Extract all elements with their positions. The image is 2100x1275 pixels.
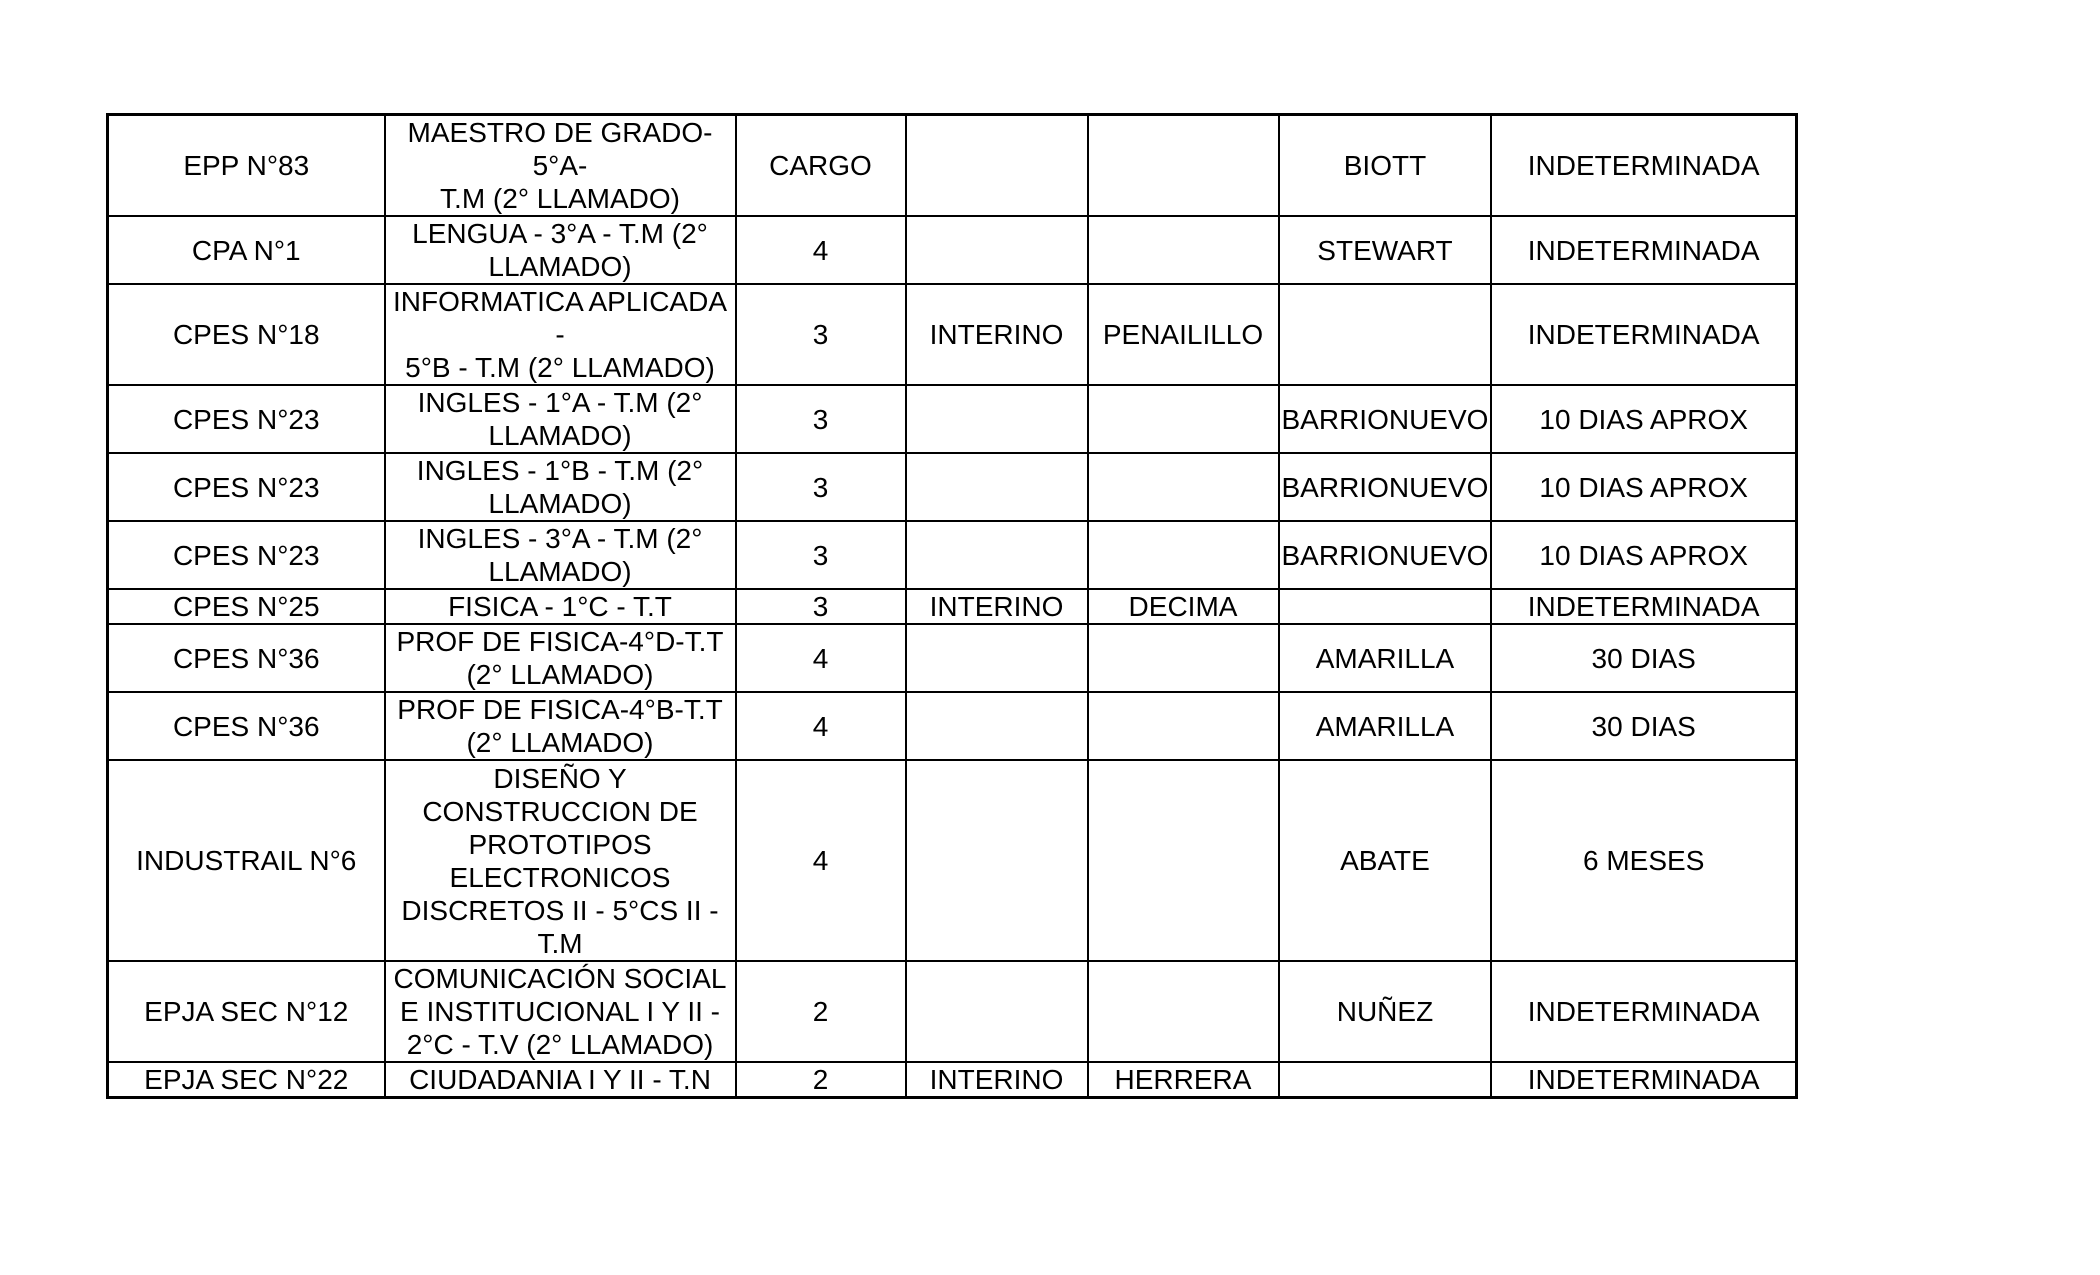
school-cell: CPES N°23 bbox=[108, 385, 385, 453]
school-cell: CPES N°23 bbox=[108, 521, 385, 589]
duration-cell: INDETERMINADA bbox=[1491, 216, 1796, 284]
school-cell: CPES N°36 bbox=[108, 692, 385, 760]
school-cell: EPJA SEC N°12 bbox=[108, 961, 385, 1062]
school-cell: EPP N°83 bbox=[108, 115, 385, 217]
hours-cell: 4 bbox=[736, 692, 906, 760]
situation-cell bbox=[906, 624, 1088, 692]
table-row bbox=[108, 589, 1797, 624]
table-row bbox=[108, 961, 1797, 1062]
holder-cell bbox=[1088, 453, 1279, 521]
hours-cell: CARGO bbox=[736, 115, 906, 217]
school-cell: CPES N°18 bbox=[108, 284, 385, 385]
replaces-cell: BARRIONUEVO bbox=[1279, 385, 1492, 453]
holder-cell: PENAILILLO bbox=[1088, 284, 1279, 385]
situation-cell bbox=[906, 385, 1088, 453]
table-row bbox=[108, 521, 1797, 589]
replaces-cell bbox=[1279, 1062, 1492, 1098]
subject-cell: CIUDADANIA I Y II - T.N bbox=[385, 1062, 736, 1098]
situation-cell: INTERINO bbox=[906, 1062, 1088, 1098]
situation-cell bbox=[906, 961, 1088, 1062]
hours-cell: 3 bbox=[736, 453, 906, 521]
vacancy-table bbox=[106, 113, 1798, 1099]
subject-cell: PROF DE FISICA-4°D-T.T (2° LLAMADO) bbox=[385, 624, 736, 692]
duration-cell: 10 DIAS APROX bbox=[1491, 453, 1796, 521]
table-row bbox=[108, 1062, 1797, 1098]
situation-cell bbox=[906, 115, 1088, 217]
table-row bbox=[108, 385, 1797, 453]
holder-cell: HERRERA bbox=[1088, 1062, 1279, 1098]
situation-cell bbox=[906, 216, 1088, 284]
table-row bbox=[108, 284, 1797, 385]
holder-cell bbox=[1088, 216, 1279, 284]
table-row bbox=[108, 692, 1797, 760]
holder-cell bbox=[1088, 760, 1279, 961]
duration-cell: INDETERMINADA bbox=[1491, 1062, 1796, 1098]
replaces-cell: AMARILLA bbox=[1279, 624, 1492, 692]
holder-cell bbox=[1088, 692, 1279, 760]
duration-cell: INDETERMINADA bbox=[1491, 284, 1796, 385]
subject-cell: MAESTRO DE GRADO-5°A- T.M (2° LLAMADO) bbox=[385, 115, 736, 217]
subject-cell: COMUNICACIÓN SOCIAL E INSTITUCIONAL I Y II - 2°C - T.V (2° LLAMADO) bbox=[385, 961, 736, 1062]
replaces-cell bbox=[1279, 589, 1492, 624]
school-cell: CPA N°1 bbox=[108, 216, 385, 284]
table-row bbox=[108, 216, 1797, 284]
duration-cell: INDETERMINADA bbox=[1491, 961, 1796, 1062]
table-row bbox=[108, 760, 1797, 961]
replaces-cell: NUÑEZ bbox=[1279, 961, 1492, 1062]
holder-cell bbox=[1088, 385, 1279, 453]
hours-cell: 3 bbox=[736, 521, 906, 589]
situation-cell bbox=[906, 453, 1088, 521]
subject-cell: INGLES - 1°B - T.M (2° LLAMADO) bbox=[385, 453, 736, 521]
school-cell: CPES N°23 bbox=[108, 453, 385, 521]
duration-cell: 10 DIAS APROX bbox=[1491, 385, 1796, 453]
table-row bbox=[108, 624, 1797, 692]
hours-cell: 4 bbox=[736, 216, 906, 284]
situation-cell: INTERINO bbox=[906, 589, 1088, 624]
subject-cell: FISICA - 1°C - T.T bbox=[385, 589, 736, 624]
subject-cell: INGLES - 1°A - T.M (2° LLAMADO) bbox=[385, 385, 736, 453]
replaces-cell: BIOTT bbox=[1279, 115, 1492, 217]
hours-cell: 2 bbox=[736, 1062, 906, 1098]
subject-cell: INGLES - 3°A - T.M (2° LLAMADO) bbox=[385, 521, 736, 589]
holder-cell bbox=[1088, 521, 1279, 589]
school-cell: CPES N°36 bbox=[108, 624, 385, 692]
table-row bbox=[108, 115, 1797, 217]
situation-cell: INTERINO bbox=[906, 284, 1088, 385]
school-cell: CPES N°25 bbox=[108, 589, 385, 624]
duration-cell: INDETERMINADA bbox=[1491, 589, 1796, 624]
hours-cell: 4 bbox=[736, 624, 906, 692]
replaces-cell: STEWART bbox=[1279, 216, 1492, 284]
replaces-cell: ABATE bbox=[1279, 760, 1492, 961]
school-cell: EPJA SEC N°22 bbox=[108, 1062, 385, 1098]
school-cell: INDUSTRAIL N°6 bbox=[108, 760, 385, 961]
holder-cell bbox=[1088, 961, 1279, 1062]
replaces-cell: BARRIONUEVO bbox=[1279, 453, 1492, 521]
duration-cell: 6 MESES bbox=[1491, 760, 1796, 961]
subject-cell: LENGUA - 3°A - T.M (2° LLAMADO) bbox=[385, 216, 736, 284]
situation-cell bbox=[906, 692, 1088, 760]
hours-cell: 4 bbox=[736, 760, 906, 961]
duration-cell: 30 DIAS bbox=[1491, 692, 1796, 760]
hours-cell: 3 bbox=[736, 284, 906, 385]
hours-cell: 3 bbox=[736, 589, 906, 624]
subject-cell: DISEÑO Y CONSTRUCCION DE PROTOTIPOS ELECTRONICOS DISCRETOS II - 5°CS II - T.M bbox=[385, 760, 736, 961]
holder-cell bbox=[1088, 624, 1279, 692]
hours-cell: 3 bbox=[736, 385, 906, 453]
replaces-cell bbox=[1279, 284, 1492, 385]
replaces-cell: AMARILLA bbox=[1279, 692, 1492, 760]
situation-cell bbox=[906, 760, 1088, 961]
replaces-cell: BARRIONUEVO bbox=[1279, 521, 1492, 589]
table-row bbox=[108, 453, 1797, 521]
situation-cell bbox=[906, 521, 1088, 589]
hours-cell: 2 bbox=[736, 961, 906, 1062]
holder-cell bbox=[1088, 115, 1279, 217]
duration-cell: INDETERMINADA bbox=[1491, 115, 1796, 217]
holder-cell: DECIMA bbox=[1088, 589, 1279, 624]
duration-cell: 10 DIAS APROX bbox=[1491, 521, 1796, 589]
subject-cell: PROF DE FISICA-4°B-T.T (2° LLAMADO) bbox=[385, 692, 736, 760]
subject-cell: INFORMATICA APLICADA - 5°B - T.M (2° LLAMADO) bbox=[385, 284, 736, 385]
duration-cell: 30 DIAS bbox=[1491, 624, 1796, 692]
